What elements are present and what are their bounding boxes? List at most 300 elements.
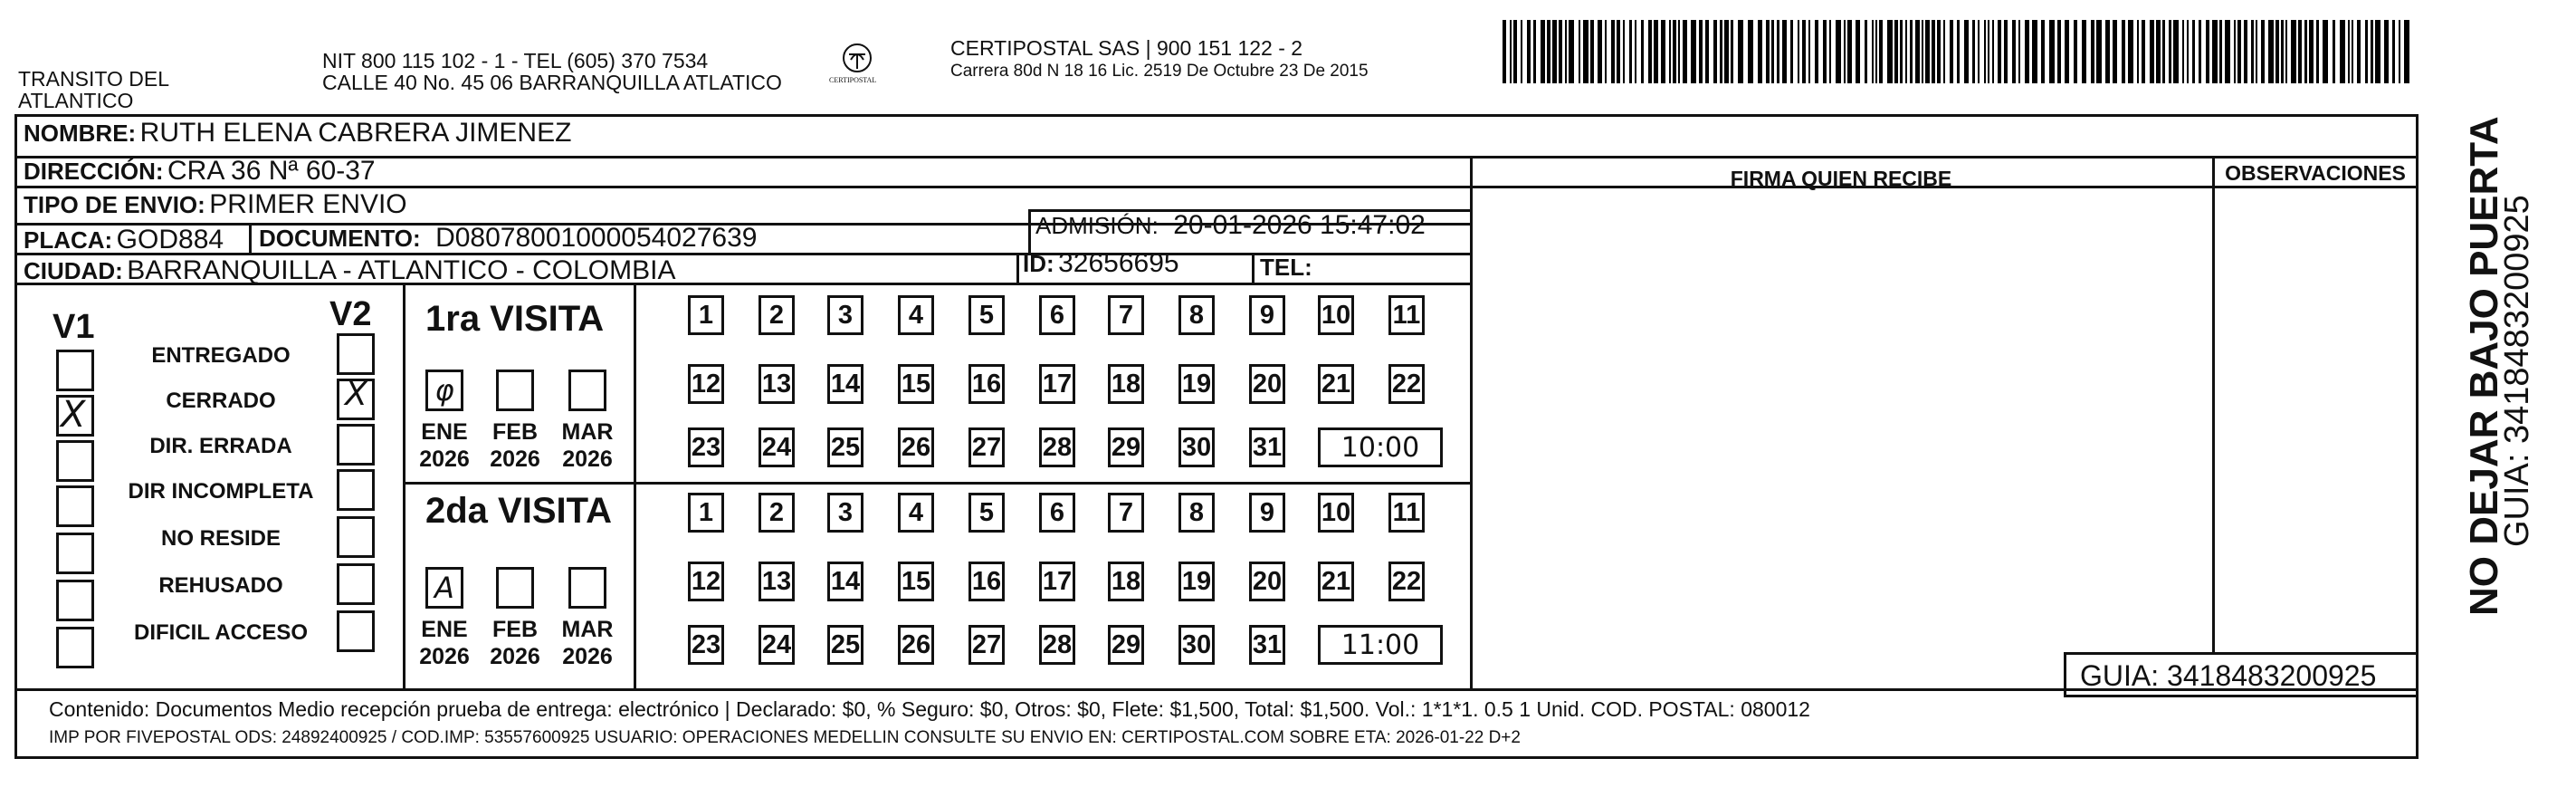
second-day-5[interactable]: 5: [968, 493, 1005, 533]
barcode-bar: [1617, 20, 1620, 83]
first-day-10[interactable]: 10: [1318, 295, 1354, 335]
second-day-26[interactable]: 26: [898, 625, 934, 665]
second-day-16[interactable]: 16: [968, 562, 1005, 601]
admision-row: [1035, 210, 1426, 241]
barcode-bar: [1957, 20, 1960, 83]
documento-row: [259, 223, 757, 254]
second-day-27[interactable]: 27: [968, 625, 1005, 665]
barcode-bar: [1510, 20, 1512, 83]
barcode-bar: [1635, 20, 1636, 83]
barcode-bar: [2404, 20, 2409, 83]
barcode-bar: [2105, 20, 2110, 83]
barcode-bar: [2333, 20, 2335, 83]
first-day-28[interactable]: 28: [1039, 427, 1075, 467]
v1-checkbox-6[interactable]: [56, 580, 94, 621]
v2-label: V2: [329, 295, 372, 333]
first-month-year-feb: 2026: [490, 447, 540, 472]
barcode-bar: [1856, 20, 1860, 83]
barcode-bar: [1724, 20, 1729, 83]
certipostal-logo-icon: [831, 40, 883, 94]
barcode-bar: [1579, 20, 1580, 83]
v2-checkbox-7[interactable]: [337, 610, 375, 652]
imp-text: IMP POR FIVEPOSTAL ODS: 24892400925 / COD.IMP: 53557600925 USUARIO: OPERACIONES MEDELLIN CONSULTE SU ENVIO EN: CERTIPOSTAL.COM SOBRE ETA: 2026-01-22 D+2: [49, 728, 1521, 747]
second-day-31[interactable]: 31: [1249, 625, 1285, 665]
barcode-bar: [2173, 20, 2179, 83]
first-day-26[interactable]: 26: [898, 427, 934, 467]
tipo-value: PRIMER ENVIO: [209, 189, 407, 219]
first-day-3[interactable]: 3: [827, 295, 863, 335]
barcode-bar: [1879, 20, 1883, 83]
barcode-bar: [1790, 20, 1793, 83]
barcode-bar: [1815, 20, 1818, 83]
first-day-18[interactable]: 18: [1108, 364, 1144, 404]
barcode-bar: [2340, 20, 2345, 83]
barcode-bar: [2352, 20, 2353, 83]
barcode-bar: [2004, 20, 2008, 83]
first-day-2[interactable]: 2: [758, 295, 795, 335]
barcode-bar: [1847, 20, 1852, 83]
no-dejar-bajo-puerta: NO DEJAR BAJO PUERTA: [2462, 116, 2506, 616]
v1-label: V1: [52, 308, 95, 346]
barcode-bar: [2122, 20, 2125, 83]
status-label-2: CERRADO: [166, 389, 276, 413]
nombre-row: [24, 118, 571, 149]
v2-checkbox-4[interactable]: [337, 469, 375, 511]
barcode-bar: [2049, 20, 2055, 83]
second-day-1[interactable]: 1: [688, 493, 724, 533]
first-day-17[interactable]: 17: [1039, 364, 1075, 404]
first-day-9[interactable]: 9: [1249, 295, 1285, 335]
barcode-bar: [2199, 20, 2201, 83]
barcode-bar: [2018, 20, 2020, 83]
company-name-line2: ATLANTICO: [18, 89, 134, 112]
divider-id: [1016, 253, 1019, 283]
first-day-4[interactable]: 4: [898, 295, 934, 335]
barcode-bar: [2025, 20, 2029, 83]
second-day-19[interactable]: 19: [1178, 562, 1215, 601]
barcode-bar: [2234, 20, 2236, 83]
first-month-label-mar: [560, 418, 615, 473]
barcode-bar: [1758, 20, 1762, 83]
barcode-bar: [1569, 20, 1574, 83]
first-month-name-mar: MAR: [561, 419, 614, 445]
barcode-bar: [1872, 20, 1874, 83]
barcode-bar: [2074, 20, 2077, 83]
tel-label: TEL:: [1260, 254, 1312, 281]
second-month-label-mar: [560, 616, 615, 670]
barcode-bar: [1623, 20, 1625, 83]
admision-label: ADMISIÓN:: [1035, 212, 1159, 239]
second-day-18[interactable]: 18: [1108, 562, 1144, 601]
barcode-bar: [2096, 20, 2102, 83]
status-label-7: DIFICIL ACCESO: [133, 620, 308, 645]
v1-checkbox-2[interactable]: [56, 395, 94, 437]
barcode-bar: [1992, 20, 1994, 83]
barcode-bar: [2365, 20, 2368, 83]
barcode-bar: [1998, 20, 2001, 83]
barcode-bar: [1661, 20, 1665, 83]
v2-checkbox-3[interactable]: [337, 424, 375, 466]
barcode-bar: [1547, 20, 1550, 83]
barcode-bar: [1748, 20, 1753, 83]
barcode-bar: [1937, 20, 1941, 83]
barcode-bar: [1932, 20, 1935, 83]
barcode-bar: [2057, 20, 2061, 83]
guia-box-text: GUIA: 3418483200925: [2080, 659, 2377, 692]
barcode-bar: [2268, 20, 2274, 83]
second-month-name-ene: ENE: [421, 617, 468, 642]
barcode-bar: [2206, 20, 2209, 83]
barcode-bar: [2244, 20, 2247, 83]
barcode-bar: [1836, 20, 1841, 83]
barcode-bar: [1590, 20, 1594, 83]
second-day-13[interactable]: 13: [758, 562, 795, 601]
certipostal-line2: Carrera 80d N 18 16 Lic. 2519 De Octubre 23 De 2015: [950, 62, 1369, 81]
barcode-bar: [1925, 20, 1930, 83]
first-day-25[interactable]: 25: [827, 427, 863, 467]
barcode-bar: [2285, 20, 2287, 83]
barcode-bar: [1611, 20, 1615, 83]
first-day-29[interactable]: 29: [1108, 427, 1144, 467]
v2-checkbox-2[interactable]: [337, 376, 375, 420]
documento-label: DOCUMENTO:: [259, 225, 421, 252]
second-day-9[interactable]: 9: [1249, 493, 1285, 533]
barcode-bar: [1654, 20, 1658, 83]
direccion-label: DIRECCIÓN:: [24, 158, 164, 185]
barcode-bar: [1865, 20, 1867, 83]
first-month-box-mar[interactable]: [568, 370, 606, 411]
first-month-year-mar: 2026: [562, 447, 613, 472]
barcode-bar: [2187, 20, 2189, 83]
barcode-bar: [2237, 20, 2241, 83]
status-label-6: REHUSADO: [158, 573, 283, 598]
second-month-year-mar: 2026: [562, 644, 613, 669]
second-month-mark: A: [434, 571, 454, 605]
second-day-23[interactable]: 23: [688, 625, 724, 665]
divider-tel: [1252, 253, 1255, 283]
direccion-row: [24, 156, 376, 187]
second-month-box-feb[interactable]: [496, 567, 534, 609]
barcode-bar: [2156, 20, 2161, 83]
divider-observaciones: [2212, 156, 2215, 652]
ciudad-value: BARRANQUILLA - ATLANTICO - COLOMBIA: [127, 255, 676, 285]
ciudad-row: [24, 255, 675, 286]
barcode-bar: [1808, 20, 1810, 83]
barcode-bar: [1629, 20, 1632, 83]
barcode-bar: [2212, 20, 2218, 83]
barcode-bar: [1731, 20, 1733, 83]
status-label-4: DIR INCOMPLETA: [128, 479, 314, 504]
barcode-bar: [1669, 20, 1671, 83]
first-day-7[interactable]: 7: [1108, 295, 1144, 335]
divider-status: [403, 283, 405, 688]
barcode-bar: [1503, 20, 1506, 83]
second-day-11[interactable]: 11: [1388, 493, 1425, 533]
nit-line: NIT 800 115 102 - 1 - TEL (605) 370 7534: [322, 49, 709, 72]
second-day-25[interactable]: 25: [827, 625, 863, 665]
barcode-bar: [1559, 20, 1562, 83]
barcode-bar: [1533, 20, 1536, 83]
v2-checkbox-6[interactable]: [337, 563, 375, 605]
nombre-value: RUTH ELENA CABRERA JIMENEZ: [139, 118, 572, 148]
first-month-name-ene: ENE: [421, 419, 468, 445]
first-month-mark: φ: [434, 373, 454, 408]
first-month-label-ene: [417, 418, 472, 473]
second-visit-time[interactable]: 11:00: [1318, 625, 1443, 665]
barcode-bar: [1964, 20, 1969, 83]
second-month-box-mar[interactable]: [568, 567, 606, 609]
first-month-box-ene[interactable]: [425, 370, 463, 411]
barcode-bar: [2113, 20, 2117, 83]
logo-text: CERTIPOSTAL: [829, 76, 877, 84]
second-day-3[interactable]: 3: [827, 493, 863, 533]
barcode-bar: [2041, 20, 2045, 83]
second-day-10[interactable]: 10: [1318, 493, 1354, 533]
barcode-bar: [2384, 20, 2389, 83]
barcode-bar: [2032, 20, 2037, 83]
barcode-bar: [1844, 20, 1846, 83]
second-month-box-ene[interactable]: [425, 567, 463, 609]
barcode-bar: [2128, 20, 2133, 83]
first-day-13[interactable]: 13: [758, 364, 795, 404]
second-day-28[interactable]: 28: [1039, 625, 1075, 665]
barcode-bar: [1513, 20, 1517, 83]
barcode-bar: [2392, 20, 2395, 83]
second-day-14[interactable]: 14: [827, 562, 863, 601]
contenido-text: Contenido: Documentos Medio recepción prueba de entrega: electrónico | Declarado: $0, % Seguro: $0, Otros: $0, Flete: $1,500, Total: $1,500. Vol.: 1*1*1. 0.5 1 Unid. COD. POSTAL: 080012: [49, 697, 1810, 721]
first-day-15[interactable]: 15: [898, 364, 934, 404]
barcode-bar: [1598, 20, 1602, 83]
first-day-16[interactable]: 16: [968, 364, 1005, 404]
documento-value: D08078001000054027639: [435, 223, 758, 253]
barcode-bar: [2137, 20, 2139, 83]
id-value: 32656695: [1058, 248, 1179, 278]
second-day-17[interactable]: 17: [1039, 562, 1075, 601]
barcode-bar: [2082, 20, 2086, 83]
barcode-bar: [2371, 20, 2373, 83]
barcode-bar: [1583, 20, 1589, 83]
certipostal-logo: [831, 40, 883, 94]
barcode-graphic: [1503, 20, 2412, 83]
barcode-bar: [2323, 20, 2328, 83]
barcode-bar: [2348, 20, 2350, 83]
barcode-bar: [1972, 20, 1975, 83]
barcode-bar: [2162, 20, 2165, 83]
second-day-8[interactable]: 8: [1178, 493, 1215, 533]
status-label-1: ENTREGADO: [151, 343, 291, 368]
barcode-bar: [1691, 20, 1696, 83]
barcode-bar: [2182, 20, 2184, 83]
second-day-7[interactable]: 7: [1108, 493, 1144, 533]
first-day-21[interactable]: 21: [1318, 364, 1354, 404]
second-day-29[interactable]: 29: [1108, 625, 1144, 665]
first-day-8[interactable]: 8: [1178, 295, 1215, 335]
placa-label: PLACA:: [24, 226, 113, 254]
barcode-bar: [1648, 20, 1652, 83]
barcode-bar: [1900, 20, 1903, 83]
status-label-3: DIR. ERRADA: [149, 434, 292, 458]
direccion-value: CRA 36 Nª 60-37: [167, 156, 376, 186]
second-day-30[interactable]: 30: [1178, 625, 1215, 665]
barcode-bar: [1641, 20, 1644, 83]
barcode-bar: [1984, 20, 1986, 83]
nombre-label: NOMBRE:: [24, 120, 137, 147]
tipo-label: TIPO DE ENVIO:: [24, 191, 205, 218]
first-day-31[interactable]: 31: [1249, 427, 1285, 467]
admision-value: 20-01-2026 15:47:02: [1173, 210, 1426, 240]
firma-header: FIRMA QUIEN RECIBE: [1730, 167, 1952, 190]
rule-between-visits: [403, 482, 1470, 485]
ciudad-label: CIUDAD:: [24, 257, 123, 284]
barcode-bar: [2225, 20, 2230, 83]
barcode-bar: [1771, 20, 1774, 83]
barcode-bar: [1823, 20, 1827, 83]
barcode-bar: [1829, 20, 1831, 83]
second-day-2[interactable]: 2: [758, 493, 795, 533]
barcode-bar: [1541, 20, 1545, 83]
tipo-row: [24, 189, 407, 220]
id-label: ID:: [1023, 250, 1054, 277]
barcode-bar: [1720, 20, 1722, 83]
first-visit-title: 1ra VISITA: [425, 299, 605, 339]
barcode-bar: [2399, 20, 2400, 83]
barcode-bar: [1683, 20, 1687, 83]
v2-checkbox-5[interactable]: [337, 516, 375, 558]
barcode-bar: [1678, 20, 1680, 83]
first-day-5[interactable]: 5: [968, 295, 1005, 335]
barcode-bar: [1875, 20, 1877, 83]
barcode-bar: [1713, 20, 1717, 83]
barcode-bar: [1887, 20, 1893, 83]
first-day-1[interactable]: 1: [688, 295, 724, 335]
side-guia: GUIA: 3418483200925: [2498, 195, 2536, 547]
barcode-bar: [2251, 20, 2254, 83]
barcode-bar: [2357, 20, 2361, 83]
barcode-bar: [2309, 20, 2314, 83]
barcode-bar: [2256, 20, 2257, 83]
barcode-bar: [1521, 20, 1522, 83]
address-line: CALLE 40 No. 45 06 BARRANQUILLA ATLATICO: [322, 71, 782, 94]
id-row: [1023, 248, 1179, 279]
second-day-24[interactable]: 24: [758, 625, 795, 665]
v1-checkbox-1[interactable]: [56, 350, 94, 391]
v1-checkbox-7[interactable]: [56, 627, 94, 668]
second-month-label-ene: [417, 616, 472, 670]
divider-admision: [1028, 209, 1031, 253]
barcode-bar: [1802, 20, 1806, 83]
barcode-bar: [1699, 20, 1703, 83]
divider-firma: [1470, 156, 1473, 688]
barcode-bar: [1910, 20, 1913, 83]
second-day-22[interactable]: 22: [1388, 562, 1425, 601]
barcode-bar: [2012, 20, 2016, 83]
v1-checkbox-4[interactable]: [56, 485, 94, 527]
barcode-bar: [2065, 20, 2069, 83]
first-visit-time[interactable]: 10:00: [1318, 427, 1443, 467]
first-day-11[interactable]: 11: [1388, 295, 1425, 335]
first-month-name-feb: FEB: [492, 419, 538, 445]
second-month-name-mar: MAR: [561, 617, 614, 642]
barcode-bar: [2316, 20, 2319, 83]
first-day-14[interactable]: 14: [827, 364, 863, 404]
barcode-bar: [1565, 20, 1567, 83]
barcode-bar: [2142, 20, 2145, 83]
barcode-bar: [1905, 20, 1907, 83]
v1-checkbox-5[interactable]: [56, 533, 94, 574]
barcode-bar: [1978, 20, 1980, 83]
second-day-6[interactable]: 6: [1039, 493, 1075, 533]
second-month-label-feb: [488, 616, 542, 670]
barcode-bar: [2091, 20, 2094, 83]
barcode-bar: [1950, 20, 1953, 83]
first-day-30[interactable]: 30: [1178, 427, 1215, 467]
barcode-bar: [2275, 20, 2279, 83]
barcode-bar: [1705, 20, 1709, 83]
barcode-bar: [2150, 20, 2154, 83]
v2-checkbox-1[interactable]: [337, 333, 375, 375]
barcode: [1503, 20, 2412, 83]
v1-checkbox-3[interactable]: [56, 440, 94, 482]
second-month-year-ene: 2026: [419, 644, 470, 669]
barcode-bar: [1915, 20, 1920, 83]
second-month-name-feb: FEB: [492, 617, 538, 642]
barcode-bar: [1766, 20, 1770, 83]
barcode-bar: [1527, 20, 1531, 83]
second-day-4[interactable]: 4: [898, 493, 934, 533]
v1-cerrado-mark: X: [61, 394, 86, 436]
barcode-bar: [2281, 20, 2284, 83]
barcode-bar: [2375, 20, 2380, 83]
first-day-23[interactable]: 23: [688, 427, 724, 467]
barcode-bar: [1798, 20, 1799, 83]
divider-placa: [249, 223, 252, 253]
v2-cerrado-mark: X: [345, 376, 367, 413]
first-day-6[interactable]: 6: [1039, 295, 1075, 335]
barcode-bar: [1673, 20, 1676, 83]
barcode-bar: [2291, 20, 2296, 83]
second-month-year-feb: 2026: [490, 644, 540, 669]
barcode-bar: [2169, 20, 2171, 83]
barcode-bar: [1894, 20, 1898, 83]
observaciones-header: OBSERVACIONES: [2225, 161, 2406, 185]
first-day-24[interactable]: 24: [758, 427, 795, 467]
certipostal-line1: CERTIPOSTAL SAS | 900 151 122 - 2: [950, 36, 1303, 60]
barcode-bar: [2192, 20, 2195, 83]
barcode-bar: [2219, 20, 2222, 83]
placa-row: [24, 225, 224, 255]
first-day-19[interactable]: 19: [1178, 364, 1215, 404]
status-label-5: NO RESIDE: [160, 526, 281, 551]
barcode-bar: [1738, 20, 1743, 83]
tel-row: [1260, 254, 1312, 282]
rule-above-footer: [14, 688, 2419, 691]
second-day-12[interactable]: 12: [688, 562, 724, 601]
second-day-21[interactable]: 21: [1318, 562, 1354, 601]
barcode-bar: [1922, 20, 1923, 83]
first-day-12[interactable]: 12: [688, 364, 724, 404]
placa-value: GOD884: [116, 225, 224, 254]
second-day-15[interactable]: 15: [898, 562, 934, 601]
divider-months: [634, 283, 636, 688]
barcode-bar: [1777, 20, 1779, 83]
barcode-bar: [2304, 20, 2307, 83]
first-day-22[interactable]: 22: [1388, 364, 1425, 404]
first-month-box-feb[interactable]: [496, 370, 534, 411]
first-day-20[interactable]: 20: [1249, 364, 1285, 404]
first-day-27[interactable]: 27: [968, 427, 1005, 467]
barcode-bar: [2298, 20, 2302, 83]
second-day-20[interactable]: 20: [1249, 562, 1285, 601]
